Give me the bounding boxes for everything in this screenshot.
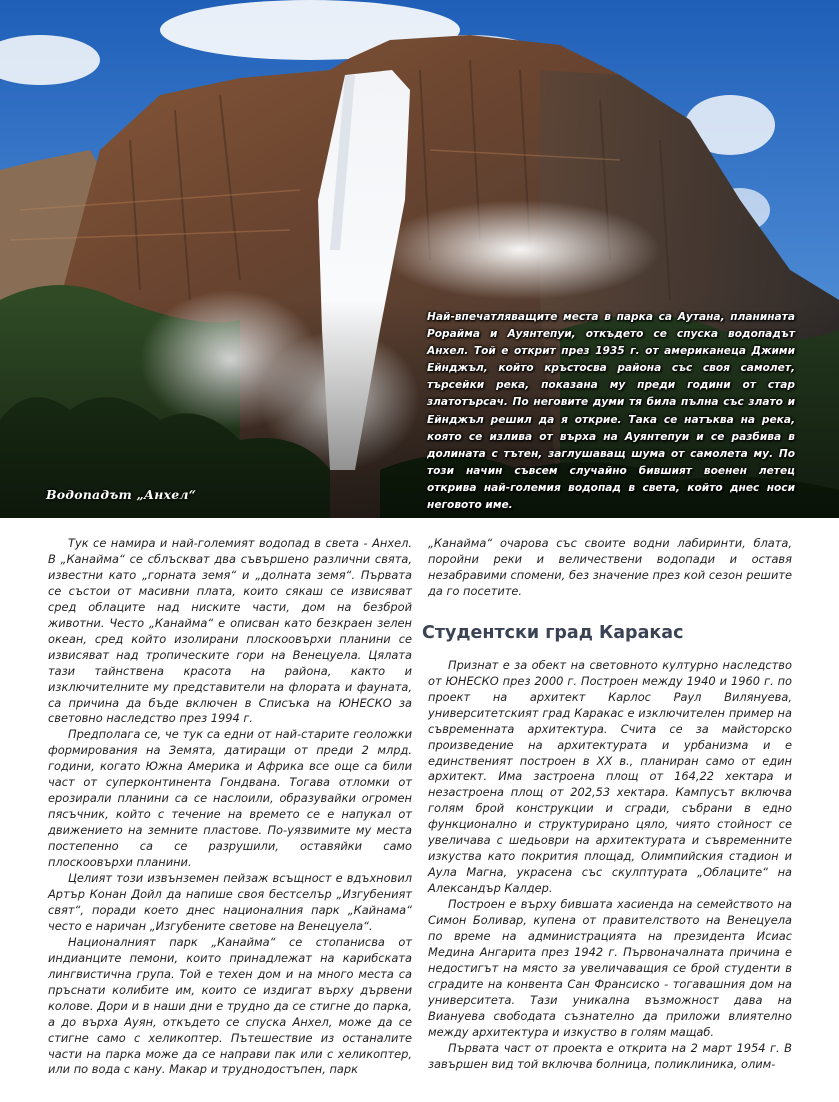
body-paragraph: Предполага се, че тук са едни от най-старите геоложки формирования на Земята, датиращи от преди 2 млрд. години, когато Южна Америка и Африка все още са били част от суперконтинента Гондвана. Тогава отломки от ерозирали планини са се наслоили, образувайки огромен пясъчник, който с течение на времето се е напукал от движението на земните пластове. По-уязвимите му места постепенно са се разрушили, оставяйки само плоскоовърхи планини. [48,727,412,870]
body-paragraph: Целият този извънземен пейзаж всъщност е вдъхновил Артър Конан Дойл да напише своя бестселър „Изгубеният свят“, поради което днес националния парк „Кайнама“ често е наричан „Изгубените светове на Венецуела“. [48,871,412,933]
body-paragraph: Построен е върху бившата хасиенда на семейството на Симон Боливар, купена от правителството на Венецуела по време на администрацията на президента Исиас Медина Ангарита през 1942 г. Първоначалната причина е недостигът на място за увеличаващия се брой студенти в сградите на конвента Сан Франсиско - тогавашния дом на университета. Тази уникална възможност дава на Виануева свободата съзнателно да приложи влиятелно между архитектура и изкуство в голям мащаб. [428,897,792,1039]
hero-photo [0,0,839,518]
body-paragraph: Тук се намира и най-големият водопад в света - Анхел. В „Канайма“ се сблъскват два съвършено различни свята, известни като „горната земя“ и „долната земя“. Първата се състои от масивни плата, които сякаш се извисяват сред облаците над ниските части, дом на безброй животни. Често „Канайма“ е описван като безкраен зелен океан, сред който изолирани плоскоовърхи планини се извисяват над тропическите гори на Венецуела. Цялата тази тайнствена красота на района, както и изключителните му представители на флората и фауната, са причина да бъде включен в Списъка на ЮНЕСКО за световно наследство през 1994 г. [48,536,412,726]
section-heading: Студентски град Каракас [422,622,684,643]
body-paragraph: „Канайма“ очарова със своите водни лабиринти, блата, поройни реки и величествени водопади и оставя незабравими спомени, без значение през кой сезон решите да го посетите. [428,536,792,598]
photo-overlay-text: Най-впечатляващите места в парка са Аутана, планината Рорайма и Ауянтепуи, откъдето се спуска водопадът Анхел. Той е открит през 1935 г. от американеца Джими Ейнджъл, който кръстосва района със своя самолет, търсейки река, показана му преди години от стар златотърсач. По неговите думи тя била пълна със злато и Ейнджъл решил да я открие. Така се натъква на река, която се излива от върха на Ауянтепуи и се разбива в долината с тътен, заглушаващ шума от самолета му. По този начин съвсем случайно бившият военен летец открива най-големия водопад в света, който днес носи неговото име. [427,311,795,512]
photo-caption: Водопадът „Анхел“ [46,487,197,502]
body-paragraph: Националният парк „Канайма“ се стопанисва от индианците пемони, които принадлежат на карибската лингвистична група. Той е техен дом и на много места са пръснати колибите им, които се издигат върху дървени колове. Дори и в наши дни е трудно да се стигне до парка, а до върха Ауян, откъдето се спуска Анхел, може да се стигне само с хеликоптер. Пътешествие из останалите части на парка може да се направи пак или с хеликоптер, или по вода с кану. Макар и труднодостъпен, парк [48,934,412,1077]
right-column [422,536,792,1073]
body-paragraph: Признат е за обект на световното културно наследство от ЮНЕСКО през 2000 г. Построен между 1940 и 1960 г. по проект на архитект Карлос Раул Вилянуева, университетският град Каракас е изключителен пример на съвременната архитектура. Счита се за майсторско произведение на архитектурата и урбанизма и е единственият построен в XX в., планиран само от един архитект. Има застроена площ от 164,22 хектара и незастроена площ от 202,53 хектара. Кампусът включва голям брой конструкции и сгради, събрани в едно функционално и структурирано цяло, чиято стойност се увеличава с шедьоври на архитектурата и съвременните изкуства като покрития площад, Олимпийския стадион и Аула Магна, украсена със скулптурата „Облаците“ на Александър Калдер. [428,657,792,896]
left-column [48,536,412,1078]
body-paragraph: Първата част от проекта е открита на 2 март 1954 г. В завършен вид той включва болница, поликлиника, олим- [428,1040,792,1071]
